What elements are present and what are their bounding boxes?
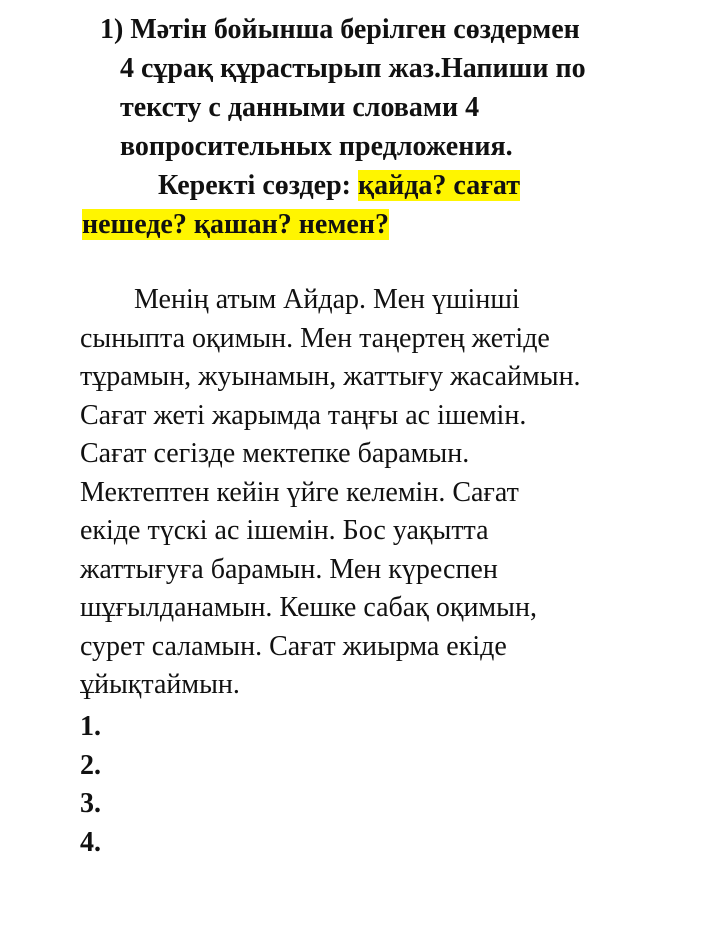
task-line-4: вопросительных предложения. bbox=[120, 131, 513, 162]
story-text bbox=[80, 281, 710, 705]
story-line: Менің атым Айдар. Мен үшінші bbox=[134, 284, 520, 315]
story-line: Сағат сегізде мектепке барамын. bbox=[80, 438, 470, 469]
task-line-3: тексту с данными словами 4 bbox=[120, 92, 480, 123]
story-line: ұйықтаймын. bbox=[80, 669, 240, 700]
highlighted-words-part-2: нешеде? қашан? немен? bbox=[82, 209, 389, 240]
required-words-line bbox=[82, 166, 702, 205]
task-line-2: 4 сұрақ құрастырып жаз.Напиши по bbox=[120, 53, 586, 84]
answer-list bbox=[80, 708, 101, 862]
required-words-label: Керекті сөздер: bbox=[158, 170, 358, 201]
story-line: сурет саламын. Сағат жиырма екіде bbox=[80, 630, 507, 662]
answer-number-2: 2. bbox=[80, 749, 101, 781]
story-line: Сағат жеті жарымда таңғы ас ішемін. bbox=[80, 399, 527, 431]
answer-number-3: 3. bbox=[80, 788, 101, 819]
story-line: жаттығуға барамын. Мен күреспен bbox=[80, 553, 498, 585]
task-instructions bbox=[82, 10, 702, 244]
story-line: шұғылданамын. Кешке сабақ оқимын, bbox=[80, 592, 537, 623]
answer-number-4: 4. bbox=[80, 826, 101, 858]
task-line-1: 1) Мәтін бойынша берілген сөздермен bbox=[100, 14, 580, 45]
story-line: сыныпта оқимын. Мен таңертең жетіде bbox=[80, 322, 550, 354]
highlighted-words-part-1: қайда? сағат bbox=[358, 170, 520, 201]
story-line: тұрамын, жуынамын, жаттығу жасаймын. bbox=[80, 361, 581, 392]
story-line: Мектептен кейін үйге келемін. Сағат bbox=[80, 476, 519, 508]
answer-number-1: 1. bbox=[80, 711, 101, 742]
story-line: екіде түскі ас ішемін. Бос уақытта bbox=[80, 515, 489, 546]
required-words-line-2 bbox=[82, 205, 702, 244]
